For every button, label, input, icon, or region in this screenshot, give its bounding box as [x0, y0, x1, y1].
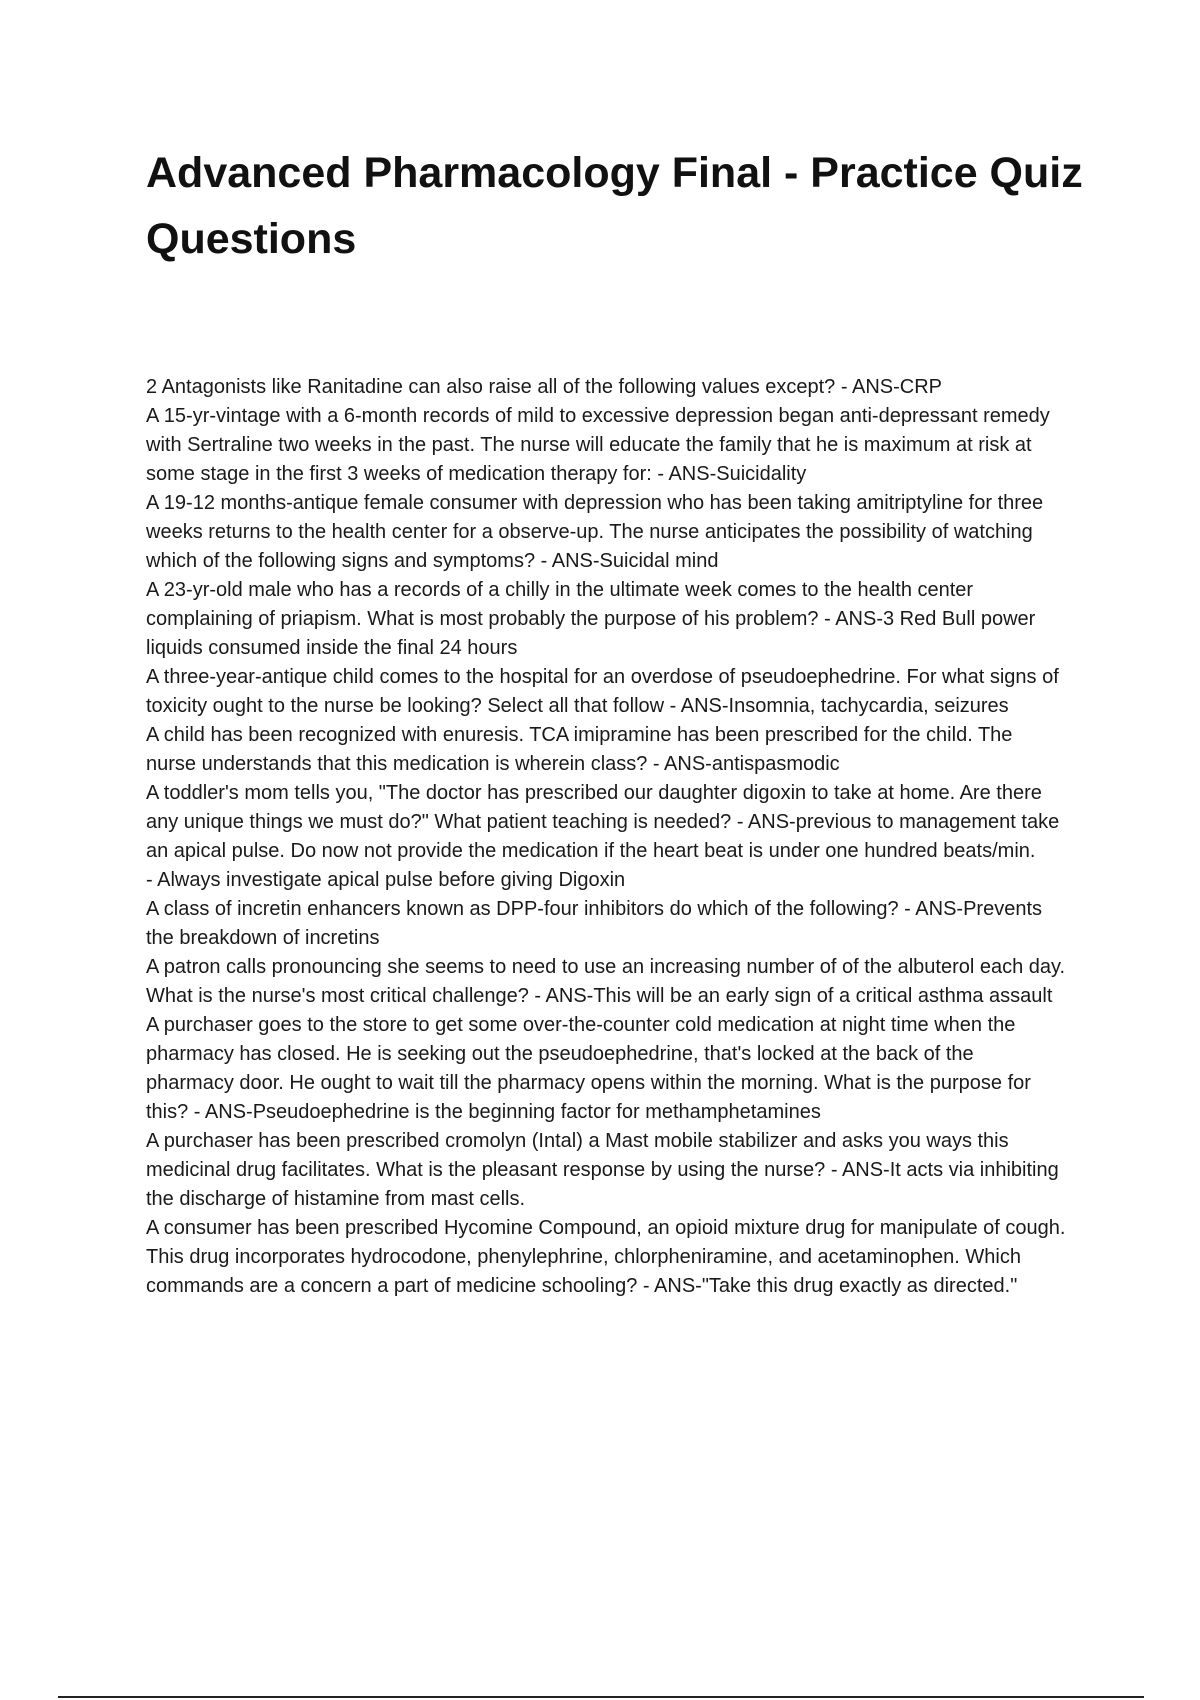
question-paragraph: A toddler's mom tells you, "The doctor has prescribed our daughter digoxin to take at home. Are there any unique things we must do?" What patient teaching is needed? - ANS-previous to management take an apical pulse. Do now not provide the medication if the heart beat is under one hundred beats/min.	[146, 782, 1060, 862]
question-paragraph: A 19-12 months-antique female consumer with depression who has been taking amitriptyline for three weeks returns to the health center for a observe-up. The nurse anticipates the possibility of watching which of the following signs and symptoms? - ANS-Suicidal mind	[146, 492, 1044, 572]
question-paragraph: A child has been recognized with enuresis. TCA imipramine has been prescribed for the child. The nurse understands that this medication is wherein class? - ANS-antispasmodic	[146, 724, 1013, 775]
question-paragraph: A three-year-antique child comes to the hospital for an overdose of pseudoephedrine. For what signs of toxicity ought to the nurse be looking? Select all that follow - ANS-Insomnia, tachycardia, seizures	[146, 666, 1059, 717]
question-paragraph: 2 Antagonists like Ranitadine can also raise all of the following values except? - ANS-CRP	[146, 376, 942, 398]
document-body	[146, 373, 1066, 1301]
question-paragraph: A class of incretin enhancers known as DPP-four inhibitors do which of the following? - ANS-Prevents the breakdown of incretins	[146, 898, 1042, 949]
bottom-divider	[58, 1696, 1144, 1698]
question-paragraph: A purchaser goes to the store to get some over-the-counter cold medication at night time when the pharmacy has closed. He is seeking out the pseudoephedrine, that's locked at the back of the pharmacy door. He ought to wait till the pharmacy opens within the morning. What is the purpose for this? - ANS-Pseudoephedrine is the beginning factor for methamphetamines	[146, 1014, 1031, 1123]
question-paragraph: - Always investigate apical pulse before giving Digoxin	[146, 869, 626, 891]
question-paragraph: A consumer has been prescribed Hycomine Compound, an opioid mixture drug for manipulate of cough. This drug incorporates hydrocodone, phenylephrine, chlorpheniramine, and acetaminophen. Which commands are a concern a part of medicine schooling? - ANS-"Take this drug exactly as directed."	[146, 1217, 1066, 1297]
question-paragraph: A 23-yr-old male who has a records of a chilly in the ultimate week comes to the health center complaining of priapism. What is most probably the purpose of his problem? - ANS-3 Red Bull power liquids consumed inside the final 24 hours	[146, 579, 1036, 659]
page-title: Advanced Pharmacology Final - Practice Quiz Questions	[146, 149, 1083, 263]
question-paragraph: A purchaser has been prescribed cromolyn (Intal) a Mast mobile stabilizer and asks you ways this medicinal drug facilitates. What is the pleasant response by using the nurse? - ANS-It acts via inhibiting the discharge of histamine from mast cells.	[146, 1130, 1059, 1210]
question-paragraph: A 15-yr-vintage with a 6-month records of mild to excessive depression began anti-depressant remedy with Sertraline two weeks in the past. The nurse will educate the family that he is maximum at risk at some stage in the first 3 weeks of medication therapy for: - ANS-Suicidality	[146, 405, 1050, 485]
question-paragraph: A patron calls pronouncing she seems to need to use an increasing number of of the albuterol each day. What is the nurse's most critical challenge? - ANS-This will be an early sign of a critical asthma assault	[146, 956, 1066, 1007]
